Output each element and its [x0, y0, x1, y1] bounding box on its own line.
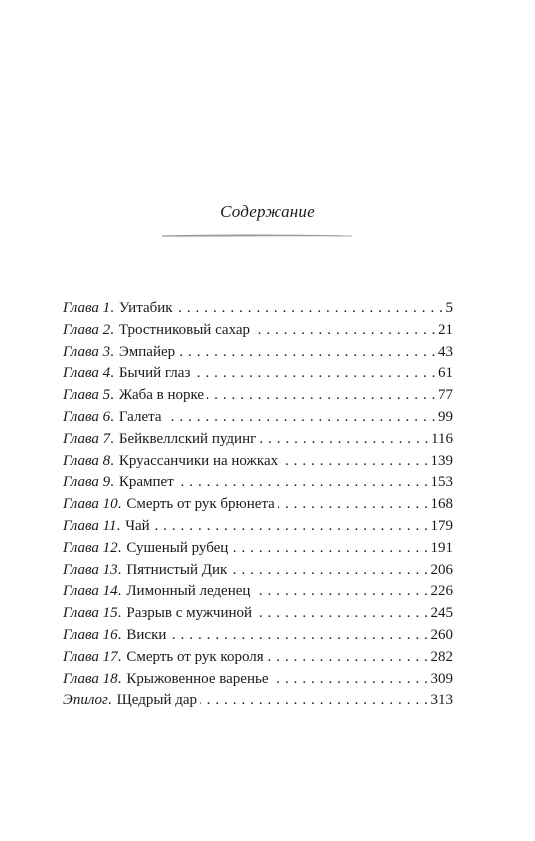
page-number: 168	[430, 496, 453, 513]
dot-leader	[178, 342, 436, 364]
page-number: 245	[430, 605, 453, 622]
page-number: 21	[438, 321, 453, 338]
chapter-title: Виски	[126, 626, 167, 643]
dot-leader	[169, 625, 428, 647]
toc-entry[interactable]	[63, 669, 453, 691]
chapter-label: Глава 7	[63, 430, 111, 447]
toc-entry[interactable]	[63, 407, 453, 429]
page-number: 282	[430, 648, 453, 665]
chapter-label-period: .	[117, 496, 122, 513]
chapter-label: Глава 3	[63, 343, 111, 360]
chapter-label-period: .	[117, 626, 122, 643]
page-number: 260	[430, 626, 453, 643]
chapter-label: Глава 15	[63, 605, 118, 622]
chapter-title: Галета	[118, 408, 162, 425]
page-number: 226	[430, 583, 453, 600]
chapter-label-period: .	[116, 517, 121, 534]
toc-entry[interactable]	[63, 429, 453, 451]
dot-leader	[281, 451, 428, 473]
toc-entry[interactable]	[63, 451, 453, 473]
toc-entry[interactable]	[63, 385, 453, 407]
chapter-label-period: .	[110, 387, 114, 404]
dot-leader	[255, 603, 428, 625]
toc-entry[interactable]	[63, 625, 453, 647]
page-number: 153	[430, 474, 453, 491]
chapter-label-period: .	[110, 452, 114, 469]
chapter-label: Глава 2	[63, 321, 111, 338]
page-number: 191	[430, 539, 453, 556]
dot-leader	[177, 472, 429, 494]
page-number: 313	[430, 692, 453, 709]
toc-entry[interactable]	[63, 298, 453, 320]
chapter-label-period: .	[117, 648, 122, 665]
chapter-label: Глава 11	[63, 517, 117, 534]
chapter-title: Сушеный рубец	[126, 539, 229, 556]
chapter-label: Глава 16	[63, 626, 118, 643]
dot-leader	[193, 363, 436, 385]
chapter-title: Разрыв с мужчиной	[126, 605, 253, 622]
toc-entry[interactable]	[63, 342, 453, 364]
toc-entry[interactable]	[63, 647, 453, 669]
toc-entry[interactable]	[63, 560, 453, 582]
toc-entry[interactable]	[63, 603, 453, 625]
toc-entry[interactable]	[63, 516, 453, 538]
toc-entry[interactable]	[63, 472, 453, 494]
dot-leader	[253, 320, 436, 342]
title-underline	[161, 232, 353, 238]
dot-leader	[271, 669, 428, 691]
chapter-label-period: .	[117, 670, 122, 687]
chapter-label-period: .	[107, 692, 112, 709]
page-number: 5	[445, 300, 453, 316]
chapter-label-period: .	[117, 539, 122, 556]
chapter-label: Глава 18	[63, 670, 118, 687]
page-number: 77	[438, 387, 453, 404]
chapter-title: Уитабик	[118, 300, 173, 316]
chapter-label-period: .	[110, 430, 114, 447]
chapter-title: Бычий глаз	[118, 365, 191, 382]
chapter-label-period: .	[110, 300, 114, 316]
chapter-label: Глава 13	[63, 561, 118, 578]
chapter-label: Глава 9	[63, 474, 111, 491]
chapter-label: Эпилог	[63, 692, 108, 709]
page-number: 61	[438, 365, 453, 382]
toc-entry[interactable]	[63, 581, 453, 603]
toc-entry[interactable]	[63, 363, 453, 385]
chapter-label-period: .	[110, 408, 114, 425]
chapter-title: Лимонный леденец	[126, 583, 251, 600]
page-number: 116	[431, 430, 453, 447]
chapter-title: Смерть от рук короля	[126, 648, 264, 665]
toc-entry[interactable]	[63, 690, 453, 712]
chapter-label-period: .	[117, 605, 122, 622]
chapter-title: Тростниковый сахар	[118, 321, 251, 338]
page-number: 99	[438, 408, 453, 425]
dot-leader	[200, 690, 428, 712]
chapter-title: Жаба в норке	[118, 387, 205, 404]
chapter-title: Крампет	[118, 474, 174, 491]
dot-leader	[207, 385, 436, 407]
chapter-label: Глава 1	[63, 300, 111, 316]
chapter-label-period: .	[110, 474, 114, 491]
chapter-label: Глава 8	[63, 452, 111, 469]
dot-leader	[253, 581, 428, 603]
chapter-title: Бейквеллский пудинг	[118, 430, 257, 447]
table-of-contents	[63, 298, 453, 712]
chapter-title: Пятнистый Дик	[126, 561, 228, 578]
dot-leader	[259, 429, 429, 451]
chapter-title: Смерть от рук брюнета	[126, 496, 275, 513]
chapter-label-period: .	[117, 583, 122, 600]
page-number: 206	[430, 561, 453, 578]
chapter-label: Глава 5	[63, 387, 111, 404]
chapter-label-period: .	[117, 561, 122, 578]
dot-leader	[176, 298, 444, 320]
chapter-label: Глава 14	[63, 583, 118, 600]
toc-entry[interactable]	[63, 494, 453, 516]
dot-leader	[278, 494, 429, 516]
chapter-label-period: .	[110, 321, 114, 338]
chapter-title: Круассанчики на ножках	[118, 452, 279, 469]
dot-leader	[231, 538, 428, 560]
chapter-label: Глава 17	[63, 648, 118, 665]
chapter-label: Глава 4	[63, 365, 111, 382]
page-number: 309	[430, 670, 453, 687]
page-number: 139	[430, 452, 453, 469]
page-number: 43	[438, 343, 453, 360]
page-number: 179	[430, 517, 453, 534]
chapter-label-period: .	[110, 343, 114, 360]
dot-leader	[153, 516, 429, 538]
page-title: Содержание	[220, 202, 315, 221]
chapter-label: Глава 10	[63, 496, 118, 513]
dot-leader	[267, 647, 429, 669]
toc-entry[interactable]	[63, 538, 453, 560]
chapter-label-period: .	[110, 365, 114, 382]
chapter-title: Щедрый дар	[116, 692, 198, 709]
dot-leader	[165, 407, 436, 429]
chapter-label: Глава 12	[63, 539, 118, 556]
chapter-title: Крыжовенное варенье	[126, 670, 269, 687]
dot-leader	[230, 560, 428, 582]
chapter-label: Глава 6	[63, 408, 111, 425]
chapter-title: Эмпайер	[118, 343, 176, 360]
chapter-title: Чай	[125, 517, 150, 534]
toc-entry[interactable]	[63, 320, 453, 342]
